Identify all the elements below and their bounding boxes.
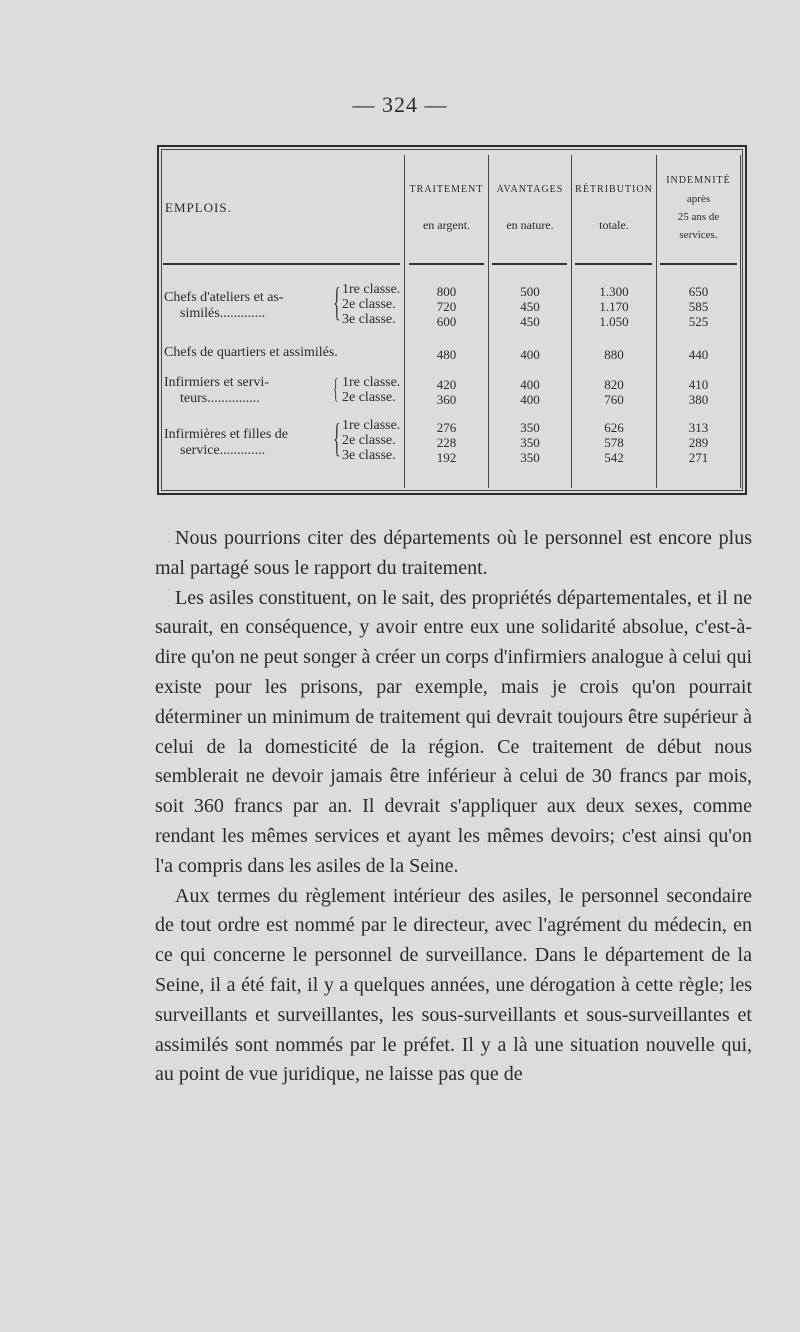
header-rule [575,263,652,265]
class-label: 2e classe. [342,390,396,405]
cell-avantages: 400 400 [520,377,540,407]
header-indemnite-line3: 25 ans de [677,211,720,223]
cell-retribution: 1.300 1.170 1.050 [599,284,629,329]
row-label-main: Chefs d'ateliers et as- [164,290,284,305]
body-text [155,524,752,1090]
class-label: 1re classe. [342,282,401,297]
class-label: 2e classe. [342,433,396,448]
header-emplois: EMPLOIS. [165,200,232,215]
header-indemnite-line4: services. [679,229,718,241]
paragraph: Nous pourrions citer des départements où le personnel est encore plus mal partagé sous le rapport du traitement. [155,527,752,579]
header-traitement-line2: en argent. [422,218,471,232]
cell-indemnite: 313 289 271 [688,420,709,465]
header-rule [492,263,567,265]
row-label-main: Infirmiers et servi- [164,375,269,390]
class-list [342,418,400,463]
cell-retribution: 880 [604,347,624,362]
cell-avantages: 500 450 450 [520,284,540,329]
column-divider [740,155,741,488]
class-label: 1re classe. [342,418,401,433]
row-label-sub: teurs............... [180,391,260,406]
header-avantages-line1: AVANTAGES [496,184,564,195]
cell-traitement: 276 228 192 [436,420,457,465]
class-list [342,375,400,405]
row-label [164,290,284,322]
row-label [164,375,269,407]
header-indemnite [657,172,740,244]
cell-traitement: 800 720 600 [436,284,457,329]
header-rule [409,263,484,265]
class-label: 2e classe. [342,297,396,312]
cell-indemnite: 440 [688,347,709,362]
brace-icon: { [333,415,341,460]
cell-retribution: 626 578 542 [604,420,624,465]
class-label: 3e classe. [342,448,396,463]
row-label-main: Infirmières et filles de [164,427,289,442]
header-retribution-line2: totale. [599,218,629,232]
header-indemnite-line1: INDEMNITÉ [666,175,731,186]
header-retribution-line1: RÉTRIBUTION [575,184,653,195]
cell-traitement: 480 [436,347,457,362]
row-label [164,345,338,361]
row-label-main: Chefs de quartiers et assimilés. [164,345,338,360]
header-retribution [572,183,656,197]
class-label: 1re classe. [342,375,401,390]
header-avantages-line2: en nature. [506,218,554,232]
header-indemnite-line2: après [686,193,711,205]
page-number: — 324 — [352,92,448,117]
cell-indemnite: 650 585 525 [688,284,709,329]
cell-avantages: 350 350 350 [520,420,540,465]
header-traitement-line1: TRAITEMENT [409,184,484,195]
cell-indemnite: 410 380 [688,377,709,407]
row-label-sub: service............. [180,443,266,458]
row-label [164,427,288,459]
cell-avantages: 400 [520,347,540,362]
class-list [342,282,400,327]
brace-icon: { [333,279,341,324]
cell-traitement: 420 360 [436,377,457,407]
header-rule [660,263,737,265]
paragraph: Aux termes du règlement intérieur des asiles, le personnel secondaire de tout ordre est nommé par le directeur, avec l'agrément du médecin, en ce qui concerne le personnel de surveillance. Dans le département de la Seine, il a été fait, il y a quelques années, une dérogation à cette règle; les surveillants et surveillantes, les sous-surveillants et sous-surveillantes et assimilés sont nommés par le préfet. Il y a là une situation nouvelle qui, au point de vue juridique, ne laisse pas que de [155,884,752,1086]
class-label: 3e classe. [342,312,396,327]
header-avantages [489,183,571,197]
cell-retribution: 820 760 [604,377,624,407]
header-traitement [405,183,488,197]
row-label-sub: similés............. [180,306,266,321]
paragraph: Les asiles constituent, on le sait, des propriétés départementales, et il ne saurait, en conséquence, y avoir entre eux une solidarité absolue, c'est-à-dire qu'on ne peut songer à créer un corps d'infirmiers analogue à celui qui existe pour les prisons, par exemple, mais je crois qu'on pourrait déterminer un minimum de traitement qui devrait toujours être supérieur à celui de la domesticité de la région. Ce traitement de début nous semblerait ne devoir jamais être inférieur à celui de 30 francs par mois, soit 360 francs par an. Il devrait s'appliquer aux deux sexes, comme rendant les mêmes services et ayant les mêmes devoirs; c'est ainsi qu'on l'a compris dans les asiles de la Seine. [155,586,752,877]
header-rule [163,263,400,265]
brace-icon: { [333,374,339,405]
